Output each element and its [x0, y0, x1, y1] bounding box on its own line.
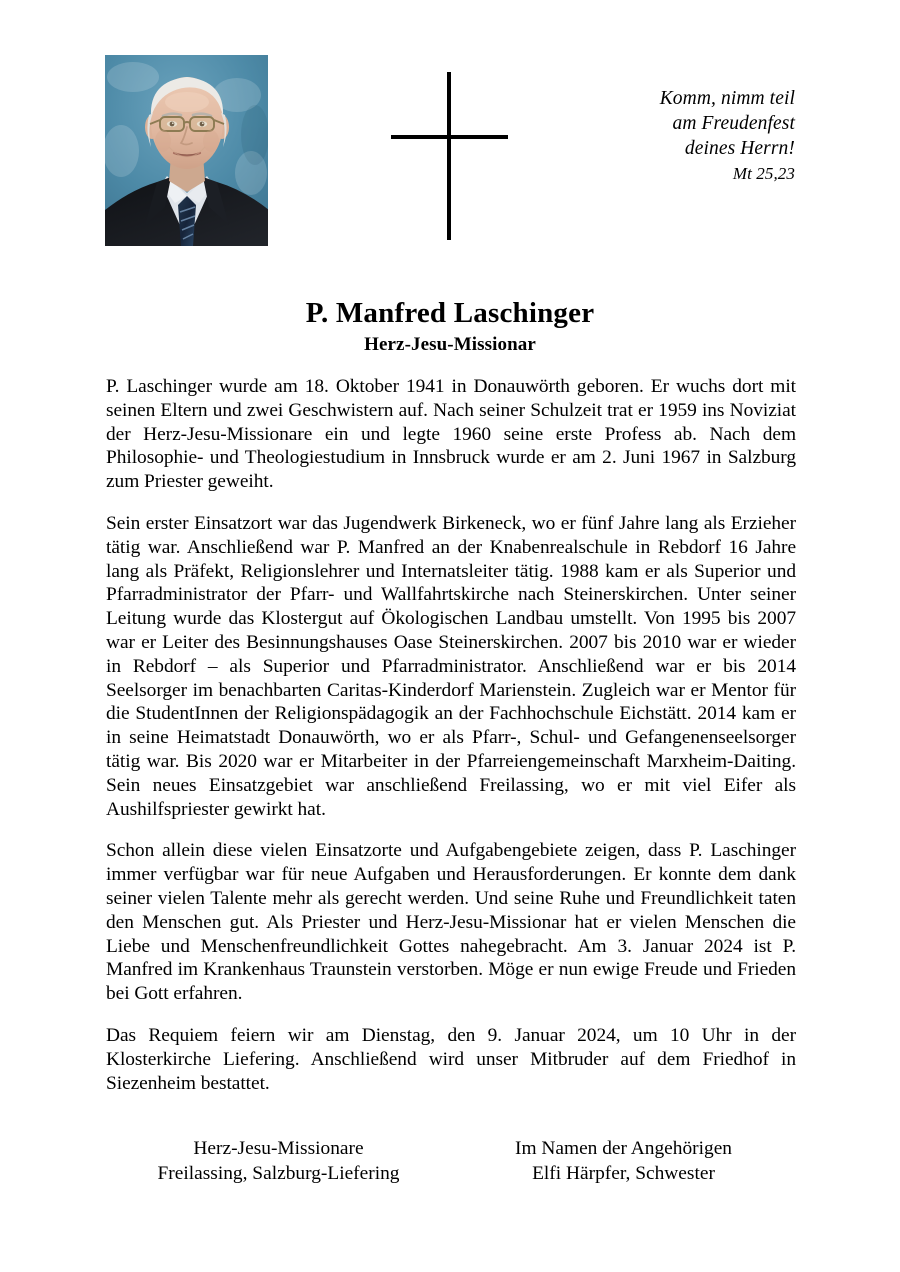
quote-line-2: am Freudenfest — [672, 113, 795, 134]
deceased-role: Herz-Jesu-Missionar — [364, 334, 536, 355]
paragraph-3: Schon allein diese vielen Einsatzorte und Aufgabengebiete zeigen, dass P. Laschinger immer verfügbar war für neue Aufgaben und Herausforderungen. Er konnte dem dank seiner vielen Talente mehr als gerecht werden. Und seine Ruhe und Freundlichkeit taten den Menschen gut. Als Priester und Herz-Jesu-Missionar hat er vielen Menschen die Liebe und Menschenfreundlichkeit Gottes nahegebracht. Am 3. Januar 2024 ist P. Manfred im Krankenhaus Traunstein verstorben. Möge er nun ewige Freude und Frieden bei Gott erfahren. — [106, 840, 796, 1005]
signature-right — [451, 1136, 796, 1186]
signature-left-line-2: Freilassing, Salzburg-Liefering — [157, 1163, 400, 1184]
signature-right-line-1: Im Namen der Angehörigen — [515, 1138, 732, 1159]
signature-block — [106, 1136, 796, 1186]
obituary-body — [106, 375, 796, 1095]
paragraph-2: Sein erster Einsatzort war das Jugendwerk Birkeneck, wo er fünf Jahre lang als Erzieher tätig war. Anschließend war P. Manfred an der Knabenrealschule in Rebdorf 16 Jahre lang als Präfekt, Religionslehrer und Internatsleiter tätig. 1988 kam er als Superior und Pfarradministrator der Pfarr- und Wallfahrtskirche nach Steinerskirchen. Unter seiner Leitung wurde das Klostergut auf Ökologischen Landbau umstellt. Von 1995 bis 2007 war er Leiter des Besinnungshauses Oase Steinerskirchen. 2007 bis 2010 war er wieder in Rebdorf – als Superior und Pfarradministrator. Anschließend war er bis 2014 Seelsorger im benachbarten Caritas-Kinderdorf Marienstein. Zugleich war er Mentor für die StudentInnen der Religionspädagogik an der Fachhochschule Eichstätt. 2014 kam er in seine Heimatstadt Donauwörth, wo er als Pfarr-, Schul- und Gefangenenseelsorger tätig war. Bis 2020 war er Mitarbeiter in der Pfarreiengemeinschaft Marxheim-Daiting. Sein neues Einsatzgebiet war anschließend Freilassing, wo er mit viel Eifer als Aushilfspriester gewirkt hat. — [106, 512, 796, 820]
cross-vertical-bar — [447, 72, 451, 240]
quote-reference: Mt 25,23 — [732, 164, 795, 183]
signature-left-line-1: Herz-Jesu-Missionare — [193, 1138, 364, 1159]
cross-horizontal-bar — [391, 135, 508, 139]
paragraph-1: P. Laschinger wurde am 18. Oktober 1941 in Donauwörth geboren. Er wuchs dort mit seinen Eltern und zwei Geschwistern auf. Nach seiner Schulzeit trat er 1959 ins Noviziat der Herz-Jesu-Missionare ein und legte 1960 seine erste Profess ab. Nach dem Philosophie- und Theologiestudium in Innsbruck wurde er am 2. Juni 1967 in Salzburg zum Priester geweiht. — [106, 376, 796, 493]
quote-line-1: Komm, nimm teil — [659, 88, 795, 109]
signature-left — [106, 1136, 451, 1186]
header-area — [0, 0, 900, 270]
paragraph-4: Das Requiem feiern wir am Dienstag, den 9. Januar 2024, um 10 Uhr in der Klosterkirche Liefering. Anschließend wird unser Mitbruder auf dem Friedhof in Siezenheim bestattet. — [106, 1024, 796, 1094]
title-block — [0, 296, 900, 358]
quote-line-3: deines Herrn! — [684, 138, 795, 159]
signature-right-line-2: Elfi Härpfer, Schwester — [532, 1163, 715, 1184]
deceased-name: P. Manfred Laschinger — [305, 297, 595, 329]
latin-cross-icon — [388, 72, 510, 240]
portrait-photo — [105, 55, 268, 246]
scripture-quote — [535, 86, 795, 186]
